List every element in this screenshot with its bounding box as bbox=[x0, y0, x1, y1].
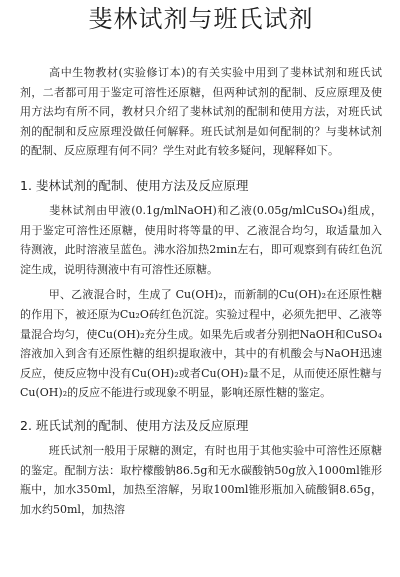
section-2-heading: 2. 班氏试剂的配制、使用方法及反应原理 bbox=[20, 417, 249, 433]
section-2-paragraph-1 bbox=[20, 441, 382, 519]
section-1-heading: 1. 斐林试剂的配制、使用方法及反应原理 bbox=[20, 177, 249, 193]
section-1-paragraph-1 bbox=[20, 201, 382, 279]
section-1-paragraph-2-text: 甲、乙液混合时，生成了 Cu(OH)₂，而新制的Cu(OH)₂在还原性糖的作用下，被还原为Cu₂O砖红色沉淀。实验过程中，必须先把甲、乙液等量混合均匀，使Cu(OH)₂充分生成。如果先后或者分别把NaOH和CuSO₄溶液加入到含有还原性糖的组织提取液中，其中的有机酸会与NaOH迅速反应，使反应物中没有Cu(OH)₂或者Cu(OH)₂量不足，从而使还原性糖与Cu(OH)₂的反应不能进行或现象不明显，影响还原性糖的鉴定。 bbox=[20, 288, 382, 400]
intro-paragraph bbox=[20, 63, 382, 161]
section-2-paragraph-1-text: 班氏试剂一般用于尿糖的测定，有时也用于其他实验中可溶性还原糖的鉴定。配制方法：取柠檬酸钠86.5g和无水碳酸钠50g放入1000ml锥形瓶中，加水350ml，加热至溶解，另取100ml锥形瓶加入硫酸铜8.65g，加水约50ml，加热溶 bbox=[20, 443, 382, 516]
section-1-paragraph-1-text: 斐林试剂由甲液(0.1g/mlNaOH)和乙液(0.05g/mlCuSO₄)组成，用于鉴定可溶性还原糖，使用时将等量的甲、乙液混合均匀，取适量加入待测液，此时溶液呈蓝色。沸水浴加热2min左右，即可观察到有砖红色沉淀生成，说明待测液中有可溶性还原糖。 bbox=[20, 203, 382, 276]
intro-text: 高中生物教材(实验修订本)的有关实验中用到了斐林试剂和班氏试剂，二者都可用于鉴定可溶性还原糖，但两种试剂的配制、反应原理及使用方法均有所不同，教材只介绍了斐林试剂的配制和使用方法，对班氏试剂的配制和反应原理没做任何解释。班氏试剂是如何配制的？与斐林试剂的配制、反应原理有何不同？学生对此有较多疑问，现解释如下。 bbox=[20, 66, 382, 158]
document-title: 斐林试剂与班氏试剂 bbox=[88, 5, 314, 33]
section-1-paragraph-2 bbox=[20, 285, 382, 403]
